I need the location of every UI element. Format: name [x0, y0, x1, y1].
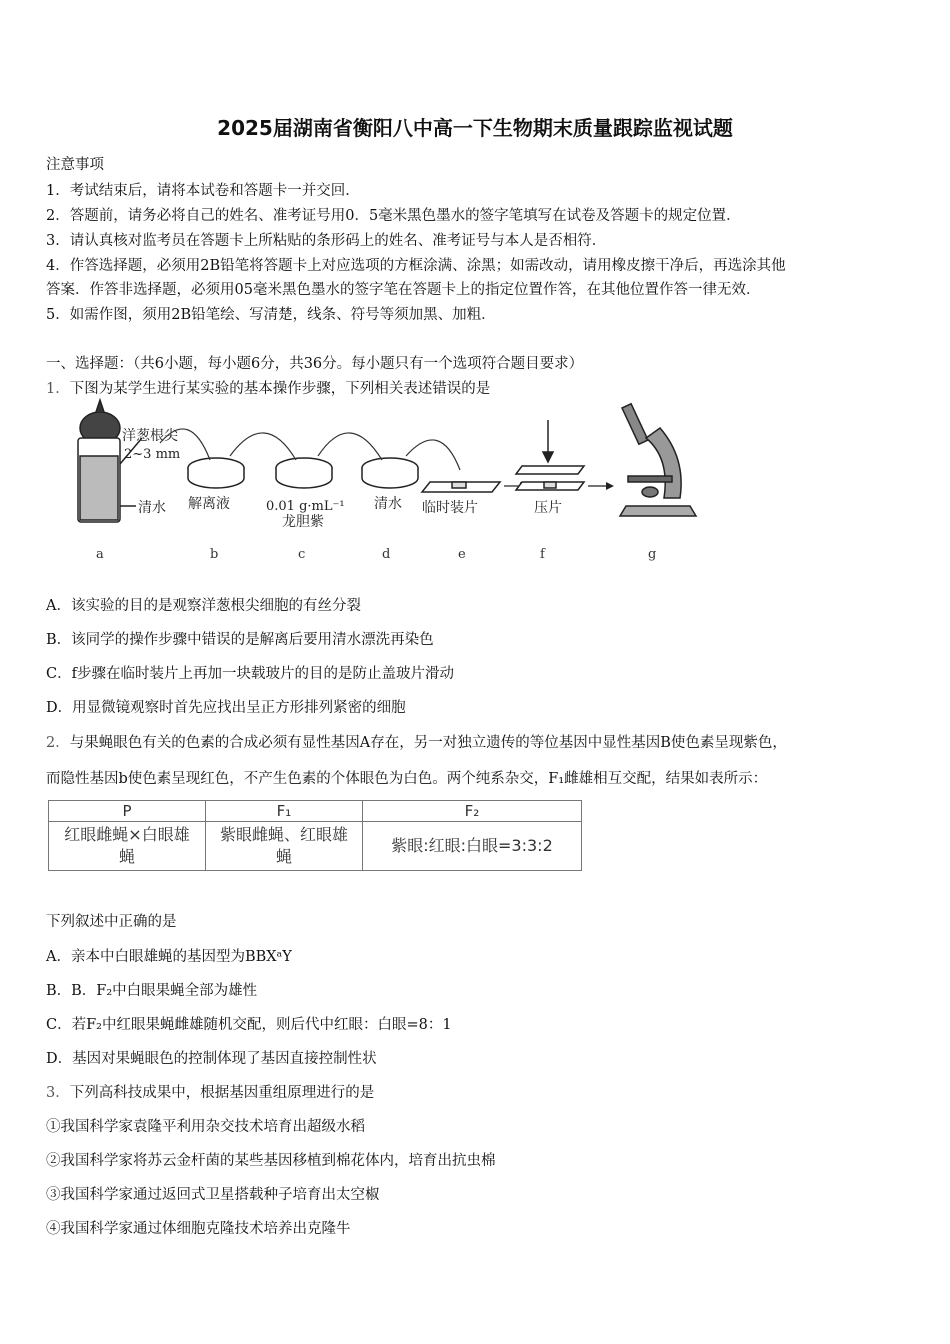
q3-item-1: ①我国科学家袁隆平利用杂交技术培育出超级水稻	[46, 1119, 365, 1135]
dish-d	[362, 458, 418, 488]
notice-item: 3．请认真核对监考员在答题卡上所粘贴的条形码上的姓名、准考证号与本人是否相符．	[46, 233, 607, 249]
q1-option-b: B．该同学的操作步骤中错误的是解离后要用清水漂洗再染色	[46, 632, 434, 648]
question-text: 下列高科技成果中，根据基因重组原理进行的是	[69, 1085, 375, 1101]
label-dissociation: 解离液	[188, 496, 230, 512]
header-p: P	[49, 801, 206, 822]
q2-option-a: A．亲本中白眼雄蝇的基因型为BBXᵃY	[46, 949, 292, 965]
question-text: 下图为某学生进行某实验的基本操作步骤，下列相关表述错误的是	[69, 381, 491, 397]
section-heading: 一、选择题：（共6小题，每小题6分，共36分。每小题只有一个选项符合题目要求）	[46, 356, 584, 372]
label-water-d: 清水	[374, 496, 402, 512]
question-text: 与果蝇眼色有关的色素的合成必须有显性基因A存在，另一对独立遗传的等位基因中显性基因B使色素呈现紫色，	[69, 735, 787, 751]
q3-item-4: ④我国科学家通过体细胞克隆技术培养出克隆牛	[46, 1221, 351, 1237]
dish-b	[188, 458, 244, 488]
letter-a: a	[96, 547, 104, 562]
dish-c	[276, 458, 332, 488]
question-number: 2．	[46, 735, 70, 751]
notice-heading: 注意事项	[46, 157, 104, 173]
header-f1: F₁	[206, 801, 363, 822]
q3-item-3: ③我国科学家通过返回式卫星搭载种子培育出太空椒	[46, 1187, 380, 1203]
q3-item-2: ②我国科学家将苏云金杆菌的某些基因移植到棉花体内，培育出抗虫棉	[46, 1153, 496, 1169]
cell-p-line1: 红眼雌蝇×白眼雄	[64, 825, 190, 844]
q2-option-c: C．若F₂中红眼果蝇雌雄随机交配，则后代中红眼：白眼=8：1	[46, 1017, 452, 1033]
q1-option-a: A．该实验的目的是观察洋葱根尖细胞的有丝分裂	[46, 598, 361, 614]
question-3-stem	[46, 1081, 374, 1102]
cell-f1-line2: 蝇	[275, 847, 292, 866]
notice-item: 答案．作答非选择题，必须用05毫米黑色墨水的签字笔在答题卡上的指定位置作答，在其他位置作答一律无效．	[46, 282, 761, 298]
cell-p-line2: 蝇	[118, 847, 135, 866]
letter-g: g	[648, 547, 657, 562]
experiment-figure	[60, 398, 700, 576]
cell-p	[49, 822, 206, 871]
letter-f: f	[540, 547, 545, 562]
press-f	[516, 420, 584, 490]
cell-f1	[206, 822, 363, 871]
letter-c: c	[298, 547, 306, 562]
q2-option-d: D．基因对果蝇眼色的控制体现了基因直接控制性状	[46, 1051, 377, 1067]
q1-option-c: C．f步骤在临时装片上再加一块载玻片的目的是防止盖玻片滑动	[46, 666, 454, 682]
label-length: 2~3 mm	[124, 447, 181, 462]
label-temp-mount: 临时装片	[422, 500, 478, 516]
step-letters	[96, 547, 656, 562]
q2-option-b: B．B．F₂中白眼果蝇全部为雄性	[46, 983, 258, 999]
question-2-stem-line1	[46, 731, 787, 752]
label-press: 压片	[534, 500, 562, 516]
notice-item: 5．如需作图，须用2B铅笔绘、写清楚，线条、符号等须加黑、加粗．	[46, 307, 496, 323]
cell-f1-line1: 紫眼雌蝇、红眼雄	[219, 825, 348, 844]
notice-item: 1．考试结束后，请将本试卷和答题卡一并交回．	[46, 183, 360, 199]
table-header-row	[49, 801, 582, 822]
question-2-stem-line2: 而隐性基因b使色素呈现红色，不产生色素的个体眼色为白色。两个纯系杂交，F₁雌雄相互交配，结果如表所示：	[46, 771, 768, 787]
cell-f2: 紫眼:红眼:白眼=3:3:2	[363, 822, 582, 871]
question-1-stem	[46, 377, 490, 398]
letter-e: e	[458, 547, 466, 562]
table-row	[49, 822, 582, 871]
label-water-a: 清水	[138, 500, 166, 516]
microscope-g	[620, 404, 696, 516]
letter-b: b	[210, 547, 219, 562]
header-f2: F₂	[363, 801, 582, 822]
notice-item: 2．答题前，请务必将自己的姓名、准考证号用0．5毫米黑色墨水的签字笔填写在试卷及答题卡的规定位置．	[46, 208, 741, 224]
cross-results-table	[48, 800, 582, 871]
q2-prompt: 下列叙述中正确的是	[46, 914, 177, 930]
question-number: 1．	[46, 381, 70, 397]
notice-item: 4．作答选择题，必须用2B铅笔将答题卡上对应选项的方框涂满、涂黑；如需改动，请用橡皮擦干净后，再选涂其他	[46, 258, 786, 274]
slide-e	[422, 482, 500, 492]
q1-option-d: D．用显微镜观察时首先应找出呈正方形排列紧密的细胞	[46, 700, 406, 716]
question-number: 3．	[46, 1085, 70, 1101]
label-stain: 龙胆紫	[282, 514, 324, 530]
page-title: 2025届湖南省衡阳八中高一下生物期末质量跟踪监视试题	[217, 116, 733, 140]
label-root: 洋葱根尖	[122, 428, 178, 444]
label-concentration: 0.01 g·mL⁻¹	[266, 499, 345, 514]
letter-d: d	[382, 547, 391, 562]
